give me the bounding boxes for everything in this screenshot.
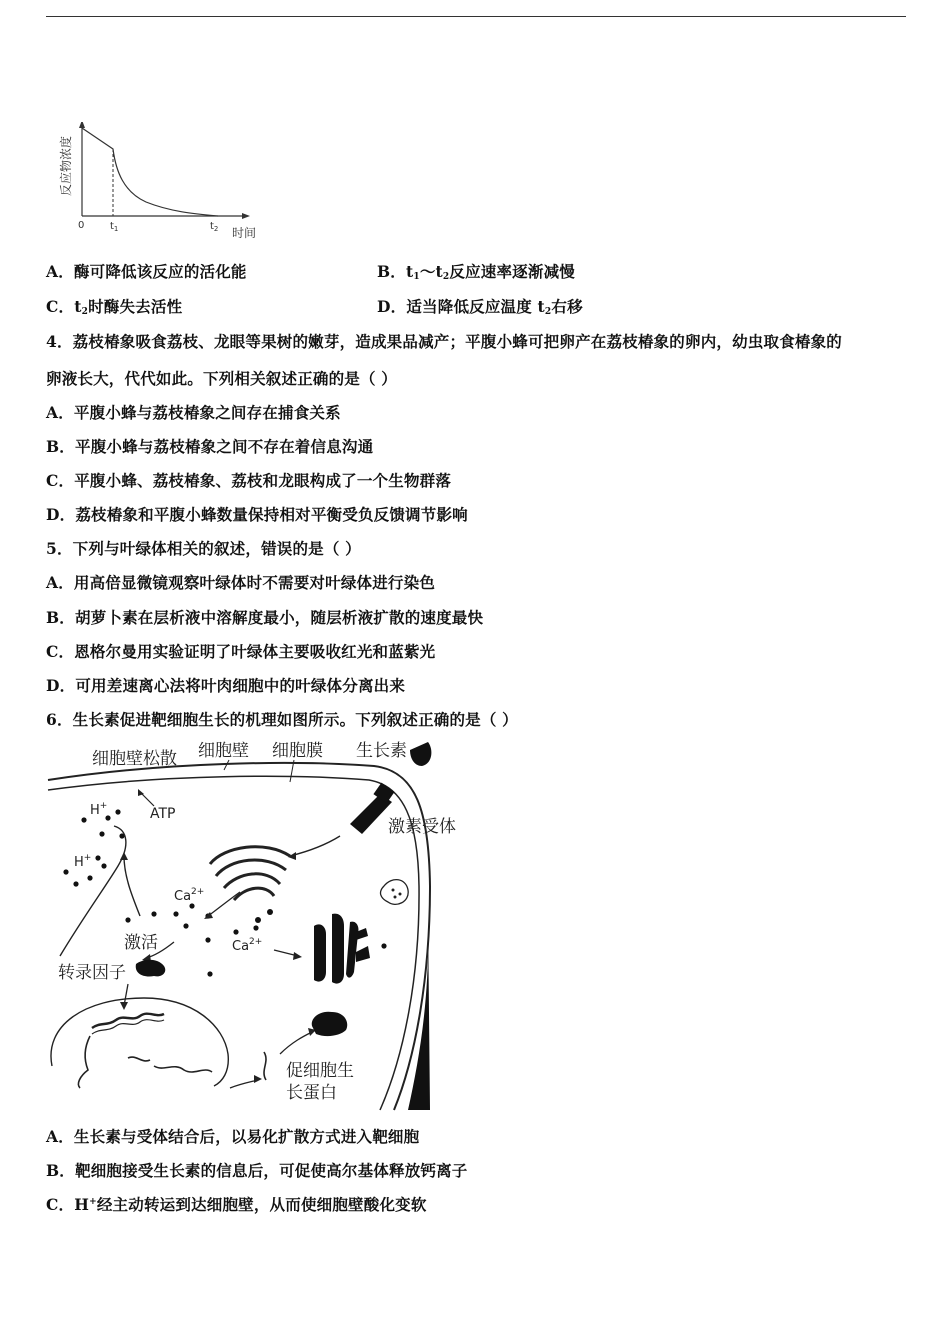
label-ca-2: $Ca^{2+}$ — [232, 937, 263, 954]
y-axis-arrow — [79, 122, 85, 128]
endoplasmic-reticulum-icon — [314, 914, 370, 984]
label-activate: 激活 — [124, 933, 158, 953]
q4-option-a: A．平腹小蜂与荔枝椿象之间存在捕食关系 — [46, 403, 341, 422]
q5-option-d: D．可用差速离心法将叶肉细胞中的叶绿体分离出来 — [46, 676, 406, 695]
q4-option-c: C．平腹小蜂、荔枝椿象、荔枝和龙眼构成了一个生物群落 — [46, 471, 452, 490]
label-h-plus-1: H+ — [90, 801, 108, 818]
x-axis-arrow — [242, 213, 250, 219]
arrow-to-protein — [280, 1032, 312, 1054]
q3-option-a: A．酶可降低该反应的活化能 — [46, 262, 247, 281]
q5-option-c: C．恩格尔曼用实验证明了叶绿体主要吸收红光和蓝紫光 — [46, 642, 436, 661]
y-axis-label: 反应物浓度 — [59, 135, 73, 197]
concentration-time-graph — [56, 122, 266, 244]
nucleus-envelope — [51, 998, 228, 1086]
label-atp: ATP — [150, 806, 176, 822]
pump-curve-arrow — [124, 856, 140, 916]
label-h-plus-2: H+ — [74, 853, 92, 870]
q3-option-c: C．$t_2$时酶失去活性 — [46, 297, 183, 317]
q3-option-b: B．$t_1\sim t_2$反应速率逐渐减慢 — [377, 262, 575, 282]
golgi-apparatus-icon — [210, 847, 290, 900]
q6-option-c: C．H+经主动转运到达细胞壁，从而使细胞壁酸化变软 — [46, 1195, 427, 1214]
origin-label: 0 — [78, 220, 85, 231]
auxin-mechanism-diagram — [44, 736, 464, 1112]
q6-stem: 6．生长素促进靶细胞生长的机理如图所示。下列叙述正确的是（ ） — [46, 710, 518, 729]
mrna-strand — [154, 1066, 212, 1072]
transcription-factor-icon — [136, 960, 166, 977]
arrow-golgi-to-ca — [208, 892, 240, 916]
pump-membrane-curve — [60, 826, 126, 956]
growth-protein-icon — [312, 1012, 347, 1036]
arrow-receptor-to-golgi — [290, 836, 340, 856]
q6-option-b: B．靶细胞接受生长素的信息后，可促使高尔基体释放钙离子 — [46, 1161, 468, 1180]
label-ca-1: $Ca^{2+}$ — [174, 887, 205, 904]
label-transcription-factor: 转录因子 — [58, 963, 126, 983]
q5-stem: 5．下列与叶绿体相关的叙述，错误的是（ ） — [46, 539, 361, 558]
label-receptor: 激素受体 — [388, 817, 456, 837]
label-cell-wall: 细胞壁 — [198, 741, 249, 761]
auxin-molecule-icon — [410, 742, 431, 766]
q4-stem-line2: 卵液长大，代代如此。下列相关叙述正确的是（ ） — [46, 369, 397, 388]
label-protein-line2: 长蛋白 — [286, 1083, 337, 1103]
q5-option-b: B．胡萝卜素在层析液中溶解度最小，随层析液扩散的速度最快 — [46, 608, 484, 627]
q4-option-d: D．荔枝椿象和平腹小蜂数量保持相对平衡受负反馈调节影响 — [46, 505, 468, 524]
q6-option-a: A．生长素与受体结合后，以易化扩散方式进入靶细胞 — [46, 1127, 420, 1146]
label-protein-line1: 促细胞生 — [286, 1061, 354, 1081]
q4-stem-line1: 4．荔枝椿象吸食荔枝、龙眼等果树的嫩芽，造成果品减产；平腹小蜂可把卵产在荔枝椿象的卵内，幼虫取食椿象的 — [46, 332, 842, 351]
concentration-curve — [82, 128, 218, 216]
membrane-vesicle — [381, 880, 409, 905]
t2-label: $t_2$ — [210, 221, 219, 233]
header-rule — [46, 16, 906, 17]
t1-label: $t_1$ — [110, 221, 119, 233]
q4-option-b: B．平腹小蜂与荔枝椿象之间不存在着信息沟通 — [46, 437, 374, 456]
q3-option-d: D．适当降低反应温度 $t_2$右移 — [377, 297, 583, 317]
pointer-cell-wall — [224, 760, 229, 770]
x-axis-label: 时间 — [232, 226, 257, 240]
label-auxin: 生长素 — [356, 741, 407, 761]
label-loose-wall: 细胞壁松散 — [92, 749, 177, 769]
label-cell-membrane: 细胞膜 — [272, 741, 323, 761]
q5-option-a: A．用高倍显微镜观察叶绿体时不需要对叶绿体进行染色 — [46, 573, 436, 592]
